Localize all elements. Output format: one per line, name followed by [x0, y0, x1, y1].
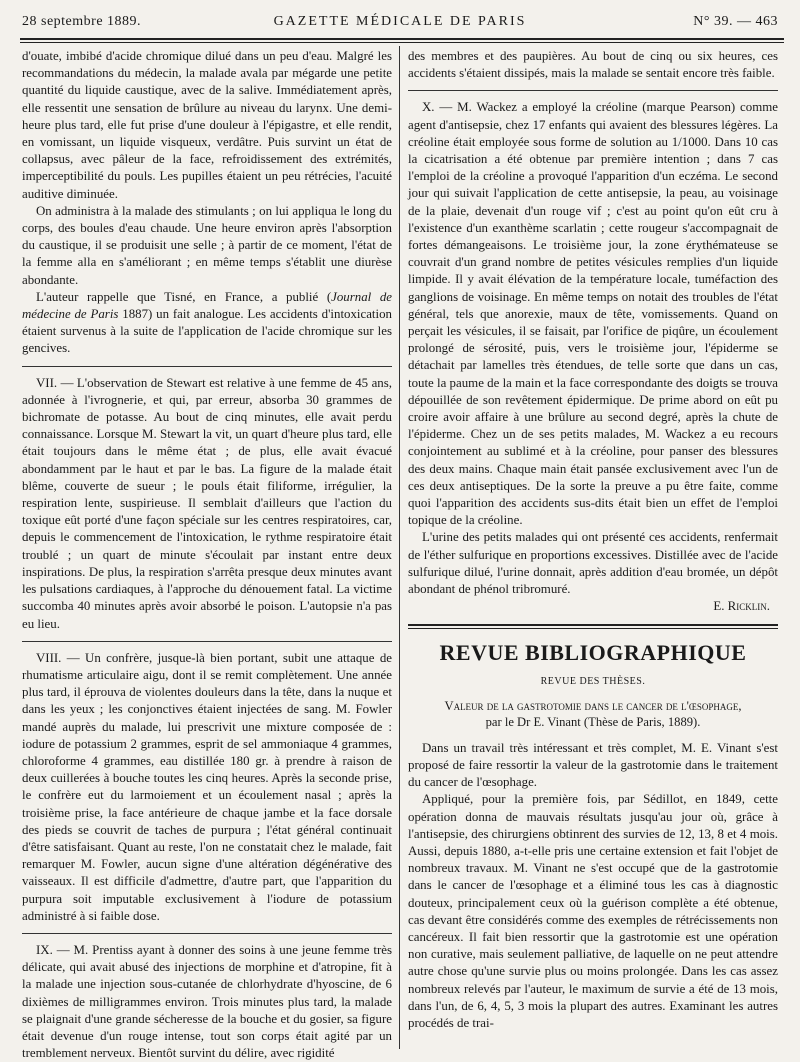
case-ix: IX. — M. Prentiss ayant à donner des soins à une jeune femme très délicate, qui avait abusé des injections de morphine et d'atropine, fit à la malade une injection sous-cutanée de chlorhydrate d'hyoscine, de 6 dixièmes de milligrammes environ. Trois minutes plus tard, la malade se plaignait d'une grande sécheresse de la bouche et du gosier, sa figure était devenue d'un rouge intense, tout son corps était agité par un tremblement nerveux. Bientôt survint du délire, avec rigidité: [22, 942, 392, 1061]
header-rule: [20, 38, 784, 43]
paragraph: L'urine des petits malades qui ont présenté ces accidents, renfermait de l'éther sulfurique en proportions excessives. Distillée avec de l'acide sulfurique dilué, l'urine donnait, après addition d'eau bromée, un dépôt abondant de phénol tribromuré.: [408, 530, 778, 597]
section-divider: [408, 624, 778, 629]
review-heading: [408, 698, 778, 730]
paragraph: des membres et des paupières. Au bout de cinq ou six heures, ces accidents s'étaient dissipés, mais la malade se sentait encore très faible.: [408, 49, 778, 81]
section-divider: [22, 641, 392, 642]
journal-title: GAZETTE MÉDICALE DE PARIS: [273, 14, 527, 29]
paragraph: On administra à la malade des stimulants ; on lui appliqua le long du corps, des boules d'eau chaude. Une heure environ après l'absorption du caustique, il se produisit une selle ; à partir de ce moment, l'état de la femme alla en s'améliorant ; en même temps s'établit une diurèse abondante.: [22, 203, 392, 287]
running-head: [22, 14, 778, 34]
issue-date: 28 septembre 1889.: [22, 14, 142, 29]
section-divider: [408, 90, 778, 91]
section-subtitle: REVUE DES THÈSES.: [540, 675, 646, 687]
case-vii: VII. — L'observation de Stewart est relative à une femme de 45 ans, adonnée à l'ivrognerie, et qui, par erreur, absorba 30 grammes de bichromate de potasse. Au bout de cinq minutes, elle avait perdu connaissance. Lorsque M. Stewart la vit, un quart d'heure plus tard, elle était toujours dans le même état ; de plus, elle avait évacué abondamment par le haut et par le bas. La figure de la malade était blême, couverte de sueur ; le pouls était filiforme, irrégulier, la respiration lente, suspirieuse. Il semblait d'ailleurs que l'action du toxique eût porté d'une façon spéciale sur les centres respiratoires, car, depuis le commencement de l'intoxication, le rythme respiratoire était troublé ; un quart de minute s'écoulait par instant entre deux inspirations. De plus, la respiration s'arrêta presque deux minutes avant les pulsations cardiaques, à l'approche du dénouement fatal. La victime succomba 40 minutes après avoir absorbé le poison. L'autopsie n'a pas eu lieu.: [22, 375, 392, 631]
review-heading-author: par le Dr E. Vinant (Thèse de Paris, 1889).: [485, 714, 701, 729]
paragraph: Appliqué, pour la première fois, par Sédillot, en 1849, cette opération donna de mauvais résultats jusqu'au jour où, grâce à l'antisepsie, des chirurgiens obtinrent des survies de 12, 13, 8 et 4 mois. Aussi, depuis 1880, a-t-elle pris une certaine extension et fait l'objet de nombreux travaux. M. Vinant ne s'est occupé que de la gastrotomie dans le cancer de l'œsophage et a éliminé tous les cas à diagnostic douteux, principalement ceux où la guérison complète a été obtenue, cas devant être considérés comme des exemples de rétrécissements non cancéreux. Il fait bien ressortir que la gastrotomie est une opération non curative, mais seulement palliative, de laquelle on ne peut attendre autre chose qu'une survie plus ou moins prolongée. Dans les cas assez nombreux relevés par l'auteur, le maximum de survie a été de 13 mois, dans l'un, de 6, 4, 5, 3 mois la plupart des autres. Examinant les autres procédés de trai-: [408, 792, 778, 1030]
right-column: [408, 48, 778, 1047]
journal-citation: Journal de médecine de Paris: [22, 289, 392, 322]
case-x: X. — M. Wackez a employé la créoline (marque Pearson) comme agent d'antisepsie, chez 17 enfants qui avaient des blessures légères. La créoline était employée sous forme de solution au 1/1000. Dans 10 cas la cicatrisation a été obtenue par première intention ; dans 7 cas l'emploi de la créoline a provoqué l'apparition d'un eczéma. Le second jour qui suivait l'application de cette antisepsie, la peau, au voisinage de la plaie, devenait d'un rouge vif ; c'est au point qu'on eût cru à l'existence d'un exanthème scarlatin ; cette rougeur s'accompagnait de fortes démangeaisons. Le troisième jour, la zone érythémateuse se couvrait d'un grand nombre de petites vésicules remplies d'un liquide limpide. Il y avait élévation de la température locale, tuméfaction des ganglions de voisinage. En même temps on notait des troubles de l'état général, tels que anorexie, maux de tête, vomissements. Quand on perçait les vésicules, il se faisait, par l'orifice de piqûre, un écoulement prolongé de sérosité, puis, vers le troisième jour, l'épiderme se détachait par lamelles très étendues, de telle sorte que dans un cas, toute la paume de la main et la face correspondante des doigts se trouva dépouillée de son revêtement épidermique. De prime abord on eût pu croire avoir affaire à une brûlure au second degré, après la chute de l'épiderme. Chez un de ses petits malades, M. Wackez a eu recours conjointement au sublimé et à la créoline, pour panser des blessures des deux mains. Chaque main était pansée exclusivement avec l'un de ces deux antiseptiques. De la sorte la preuve a pu être faite, comme quoi l'apparition des accidents sus-dits était bien un effet de l'emploi topique de la créoline.: [408, 100, 778, 528]
paragraph: Dans un travail très intéressant et très complet, M. E. Vinant s'est proposé de faire ressortir la valeur de la gastrotomie dans le traitement du cancer de l'œsophage.: [408, 740, 778, 790]
column-divider: [399, 46, 400, 1049]
section-divider: [22, 366, 392, 367]
paragraph: d'ouate, imbibé d'acide chromique dilué dans un peu d'eau. Malgré les recommandations du médecin, la malade avala par mégarde une petite quantité du liquide caustique, avec de la salive. Immédiatement après, elle ressentit une sensation de brûlure au niveau du larynx. Une demi-heure plus tard, elle fut prise d'une douleur à l'épigastre, et elle rendit, en vomissant, un liquide visqueux, verdâtre. Puis survint un état de collapsus, avec pâleur de la face, refroidissement des extrémités, imperceptibilité du pouls. Les pupilles étaient un peu rétrécies, l'acuité auditive diminuée.: [22, 49, 392, 201]
section-title: REVUE BIBLIOGRAPHIQUE: [439, 639, 747, 665]
author-signature: E. Ricklin.: [713, 599, 770, 614]
case-viii: VIII. — Un confrère, jusque-là bien portant, subit une attaque de rhumatisme articulaire aigu, dont il se remit complètement. Une année plus tard, il éprouva de violentes douleurs dans la tête, dans la nuque et dans les yeux ; les conjonctives étaient injectées de sang. M. Fowler mandé auprès du malade, lui prescrivit une mixture composée de : iodure de potassium 2 grammes, esprit de sel ammoniaque 4 grammes, chloroforme 4 grammes, eau distillée 180 gr. à prendre à raison de deux cuillerées à bouche toutes les cinq heures. Après la seconde prise, le confrère eut du larmoiement et un écoulement nasal ; après la troisième prise, la face antérieure de chaque jambe et la face dorsale des pieds se couvrit de taches de purpura ; l'état général continuait d'être satisfaisant. Quant au reste, l'on ne constatait chez le malade, fait remarquer M. Fowler, aucun signe d'une altération dégénérative des vaisseaux. Il est difficile d'admettre, d'autre part, que l'apparition du purpura soit imputable exclusivement à l'iodure de potassium administré à si faible dose.: [22, 650, 392, 923]
review-body: [408, 740, 778, 1032]
section-divider: [22, 933, 392, 934]
page-number: N° 39. — 463: [693, 14, 778, 29]
left-column: [22, 48, 392, 1061]
review-heading-title: Valeur de la gastrotomie dans le cancer de l'œsophage,: [444, 698, 742, 713]
paragraph: L'auteur rappelle que Tisné, en France, a publié (Journal de médecine de Paris 1887) un fait analogue. Les accidents d'intoxication étaient survenus à la suite de l'application de l'acide chromique sur les gencives.: [22, 289, 392, 356]
